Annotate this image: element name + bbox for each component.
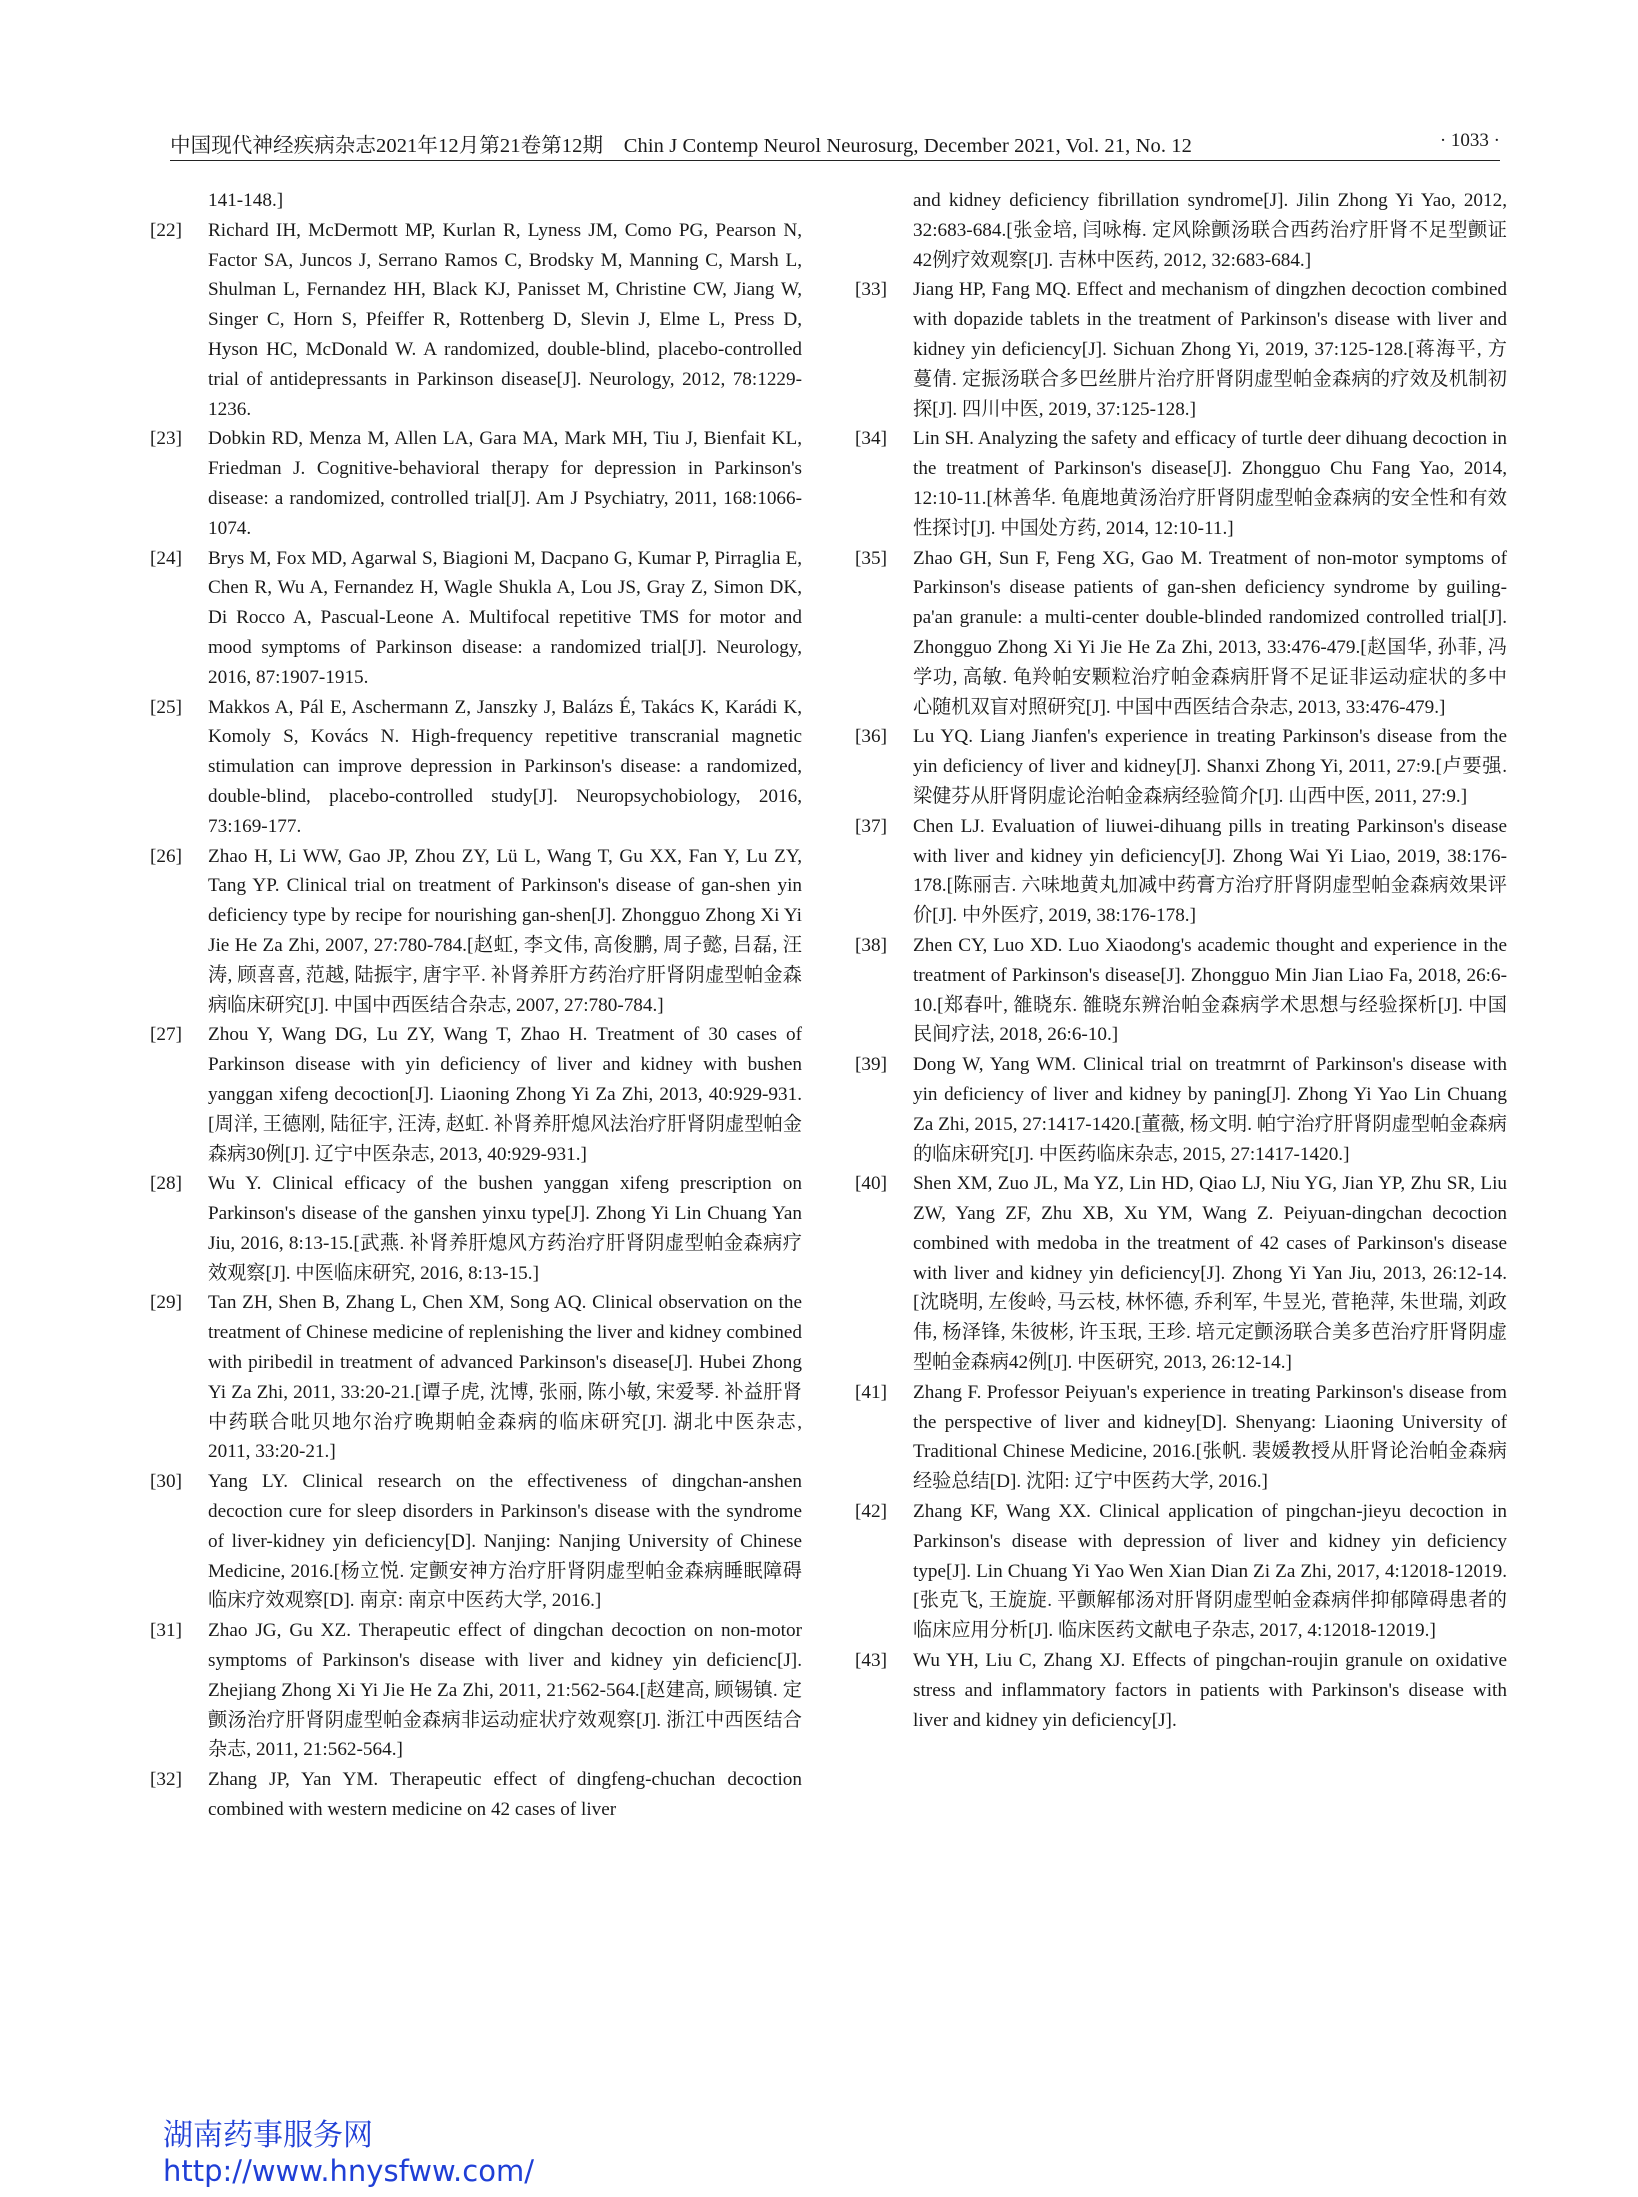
right-column [855,186,1507,1735]
reference-text: 141-148.] [208,190,284,211]
journal-citation-line: 中国现代神经疾病杂志2021年12月第21卷第12期 Chin J Contemp Neurol Neurosurg, December 2021, Vol. 21, No. 12 [170,135,1192,157]
reference-number: [32] [150,1769,182,1791]
reference-text: Richard IH, McDermott MP, Kurlan R, Lyness JM, Como PG, Pearson N, Factor SA, Juncos J, Serrano Ramos C, Brodsky M, Manning C, Marsh L, Shulman L, Fernandez HH, Black KJ, Panisset M, Christine CW, Jiang W, Singer C, Horn S, Pfeiffer R, Rottenberg D, Slevin J, Elme L, Press D, Hyson HC, McDonald W. A randomized, double-blind, placebo-controlled trial of antidepressants in Parkinson disease[J]. Neurology, 2012, 78:1229-1236. [208,219,802,420]
reference-entry [855,544,1507,723]
reference-entry [150,1467,802,1616]
reference-text: Zhang F. Professor Peiyuan's experience in treating Parkinson's disease from the perspective of liver and kidney[D]. Shenyang: Liaoning University of Traditional Chinese Medicine, 2016.[张帆. 裴媛教授从肝肾论治帕金森病经验总结[D]. 沈阳: 辽宁中医药大学, 2016.] [913,1381,1507,1493]
reference-entry [150,1765,802,1825]
reference-text: Makkos A, Pál E, Aschermann Z, Janszky J, Balázs É, Takács K, Karádi K, Komoly S, Kovács N. High-frequency repetitive transcranial magnetic stimulation can improve depression in Parkinson's disease: a randomized, double-blind, placebo-controlled study[J]. Neuropsychobiology, 2016, 73:169-177. [208,696,802,837]
reference-text: Zhao H, Li WW, Gao JP, Zhou ZY, Lü L, Wang T, Gu XX, Fan Y, Lu ZY, Tang YP. Clinical trial on treatment of Parkinson's disease of gan-shen yin deficiency type by recipe for nourishing gan-shen[J]. Zhongguo Zhong Xi Yi Jie He Za Zhi, 2007, 27:780-784.[赵虹, 李文伟, 高俊鹏, 周子懿, 吕磊, 汪涛, 顾喜喜, 范越, 陆振宇, 唐宇平. 补肾养肝方药治疗肝肾阴虚型帕金森病临床研究[J]. 中国中西医结合杂志, 2007, 27:780-784.] [208,845,802,1016]
reference-entry [855,931,1507,1050]
reference-number: [39] [855,1054,887,1076]
reference-number: [30] [150,1471,182,1493]
reference-text: Lu YQ. Liang Jianfen's experience in treating Parkinson's disease from the yin deficiency of liver and kidney[J]. Shanxi Zhong Yi, 2011, 27:9.[卢要强. 梁健芬从肝肾阴虚论治帕金森病经验简介[J]. 山西中医, 2011, 27:9.] [913,726,1507,807]
reference-number: [27] [150,1024,182,1046]
reference-entry [150,1616,802,1765]
reference-entry [855,722,1507,811]
reference-entry [855,275,1507,424]
reference-entry [150,693,802,842]
reference-number: [31] [150,1620,182,1642]
reference-number: [34] [855,428,887,450]
reference-text: Wu YH, Liu C, Zhang XJ. Effects of pingchan-roujin granule on oxidative stress and inflammatory factors in patients with Parkinson's disease with liver and kidney yin deficiency[J]. [913,1650,1507,1731]
reference-text: Jiang HP, Fang MQ. Effect and mechanism of dingzhen decoction combined with dopazide tablets in the treatment of Parkinson's disease with liver and kidney yin deficiency[J]. Sichuan Zhong Yi, 2019, 37:125-128.[蒋海平, 方蔓倩. 定振汤联合多巴丝肼片治疗肝肾阴虚型帕金森病的疗效及机制初探[J]. 四川中医, 2019, 37:125-128.] [913,279,1507,420]
reference-text: Shen XM, Zuo JL, Ma YZ, Lin HD, Qiao LJ, Niu YG, Jian YP, Zhu SR, Liu ZW, Yang ZF, Zhu XB, Xu YM, Wang Z. Peiyuan-dingchan decoction combined with medoba in the treatment of 42 cases of Parkinson's disease with liver and kidney yin deficiency[J]. Zhong Yi Yan Jiu, 2013, 26:12-14.[沈晓明, 左俊岭, 马云枝, 林怀德, 乔利军, 牛昱光, 菅艳萍, 朱世瑞, 刘政伟, 杨泽锋, 朱彼彬, 许玉珉, 王珍. 培元定颤汤联合美多芭治疗肝肾阴虚型帕金森病42例[J]. 中医研究, 2013, 26:12-14.] [913,1173,1507,1374]
reference-text: Chen LJ. Evaluation of liuwei-dihuang pills in treating Parkinson's disease with liver and kidney yin deficiency[J]. Zhong Wai Yi Liao, 2019, 38:176-178.[陈丽吉. 六味地黄丸加减中药膏方治疗肝肾阴虚型帕金森病效果评价[J]. 中外医疗, 2019, 38:176-178.] [913,815,1507,927]
reference-text: Tan ZH, Shen B, Zhang L, Chen XM, Song AQ. Clinical observation on the treatment of Chinese medicine of replenishing the liver and kidney combined with piribedil in treatment of advanced Parkinson's disease[J]. Hubei Zhong Yi Za Zhi, 2011, 33:20-21.[谭子虎, 沈博, 张丽, 陈小敏, 宋爱琴. 补益肝肾中药联合吡贝地尔治疗晚期帕金森病的临床研究[J]. 湖北中医杂志, 2011, 33:20-21.] [208,1292,802,1463]
reference-number: [40] [855,1173,887,1195]
reference-entry [855,1646,1507,1735]
left-column [150,186,802,1825]
reference-entry [150,424,802,543]
reference-text: Dobkin RD, Menza M, Allen LA, Gara MA, Mark MH, Tiu J, Bienfait KL, Friedman J. Cognitive-behavioral therapy for depression in Parkinson's disease: a randomized, controlled trial[J]. Am J Psychiatry, 2011, 168:1066-1074. [208,428,802,539]
reference-entry [150,1288,802,1467]
watermark[interactable] [163,2118,534,2188]
reference-text: Zhao JG, Gu XZ. Therapeutic effect of dingchan decoction on non-motor symptoms of Parkinson's disease with liver and kidney yin deficienc[J]. Zhejiang Zhong Xi Yi Jie He Za Zhi, 2011, 21:562-564.[赵建高, 顾锡镇. 定颤汤治疗肝肾阴虚型帕金森病非运动症状疗效观察[J]. 浙江中西医结合杂志, 2011, 21:562-564.] [208,1620,802,1761]
running-header [170,126,1500,161]
reference-text: Yang LY. Clinical research on the effectiveness of dingchan-anshen decoction cure for sleep disorders in Parkinson's disease with the syndrome of liver-kidney yin deficiency[D]. Nanjing: Nanjing University of Chinese Medicine, 2016.[杨立悦. 定颤安神方治疗肝肾阴虚型帕金森病睡眠障碍临床疗效观察[D]. 南京: 南京中医药大学, 2016.] [208,1471,802,1612]
reference-number: [24] [150,547,182,569]
reference-number: [36] [855,726,887,748]
reference-number: [38] [855,934,887,956]
reference-text: Brys M, Fox MD, Agarwal S, Biagioni M, Dacpano G, Kumar P, Pirraglia E, Chen R, Wu A, Fernandez H, Wagle Shukla A, Lou JS, Gray Z, Simon DK, Di Rocco A, Pascual-Leone A. Multifocal repetitive TMS for motor and mood symptoms of Parkinson disease: a randomized trial[J]. Neurology, 2016, 87:1907-1915. [208,547,802,688]
reference-entry [150,216,802,425]
page-number: · 1033 · [1439,130,1500,151]
reference-text: and kidney deficiency fibrillation syndrome[J]. Jilin Zhong Yi Yao, 2012, 32:683-684.[张金培, 闫咏梅. 定风除颤汤联合西药治疗肝肾不足型颤证42例疗效观察[J]. 吉林中医药, 2012, 32:683-684.] [913,190,1507,271]
reference-entry [855,1050,1507,1169]
reference-number: [23] [150,428,182,450]
reference-entry [855,186,1507,275]
reference-text: Zhang KF, Wang XX. Clinical application of pingchan-jieyu decoction in Parkinson's disease with depression of liver and kidney yin deficiency type[J]. Lin Chuang Yi Yao Wen Xian Dian Zi Za Zhi, 2017, 4:12018-12019.[张克飞, 王旋旋. 平颤解郁汤对肝肾阴虚型帕金森病伴抑郁障碍患者的临床应用分析[J]. 临床医药文献电子杂志, 2017, 4:12018-12019.] [913,1501,1507,1642]
reference-number: [26] [150,845,182,867]
reference-entry [150,1020,802,1169]
watermark-url-link[interactable]: http://www.hnysfww.com/ [163,2154,534,2188]
reference-text: Wu Y. Clinical efficacy of the bushen yanggan xifeng prescription on Parkinson's disease of the ganshen yinxu type[J]. Zhong Yi Lin Chuang Yan Jiu, 2016, 8:13-15.[武燕. 补肾养肝熄风方药治疗肝肾阴虚型帕金森病疗效观察[J]. 中医临床研究, 2016, 8:13-15.] [208,1173,802,1284]
reference-entry [855,1378,1507,1497]
reference-text: Zhao GH, Sun F, Feng XG, Gao M. Treatment of non-motor symptoms of Parkinson's disease patients of gan-shen deficiency syndrome by guiling-pa'an granule: a multi-center double-blinded randomized controlled trial[J]. Zhongguo Zhong Xi Yi Jie He Za Zhi, 2013, 33:476-479.[赵国华, 孙菲, 冯学功, 高敏. 龟羚帕安颗粒治疗帕金森病肝肾不足证非运动症状的多中心随机双盲对照研究[J]. 中国中西医结合杂志, 2013, 33:476-479.] [913,547,1507,718]
reference-text: Zhen CY, Luo XD. Luo Xiaodong's academic thought and experience in the treatment of Parkinson's disease[J]. Zhongguo Min Jian Liao Fa, 2018, 26:6-10.[郑春叶, 雒晓东. 雒晓东辨治帕金森病学术思想与经验探析[J]. 中国民间疗法, 2018, 26:6-10.] [913,934,1507,1046]
reference-number: [28] [150,1173,182,1195]
reference-entry [855,1169,1507,1378]
reference-text: Zhang JP, Yan YM. Therapeutic effect of dingfeng-chuchan decoction combined with western medicine on 42 cases of liver [208,1769,802,1821]
reference-number: [22] [150,219,182,241]
reference-entry [150,842,802,1021]
reference-number: [43] [855,1650,887,1672]
reference-number: [25] [150,696,182,718]
reference-number: [35] [855,547,887,569]
reference-text: Zhou Y, Wang DG, Lu ZY, Wang T, Zhao H. Treatment of 30 cases of Parkinson disease with yin deficiency of liver and kidney with bushen yanggan xifeng decoction[J]. Liaoning Zhong Yi Za Zhi, 2013, 40:929-931.[周洋, 王德刚, 陆征宇, 汪涛, 赵虹. 补肾养肝熄风法治疗肝肾阴虚型帕金森病30例[J]. 辽宁中医杂志, 2013, 40:929-931.] [208,1024,802,1165]
reference-entry [855,1497,1507,1646]
reference-text: Dong W, Yang WM. Clinical trial on treatmrnt of Parkinson's disease with yin deficiency of liver and kidney by paning[J]. Zhong Yi Yao Lin Chuang Za Zhi, 2015, 27:1417-1420.[董薇, 杨文明. 帕宁治疗肝肾阴虚型帕金森病的临床研究[J]. 中医药临床杂志, 2015, 27:1417-1420.] [913,1054,1507,1165]
reference-entry [150,544,802,693]
reference-entry [855,812,1507,931]
reference-number: [29] [150,1292,182,1314]
watermark-name: 湖南药事服务网 [163,2118,373,2153]
reference-entry [855,424,1507,543]
reference-number: [42] [855,1501,887,1523]
reference-number: [33] [855,279,887,301]
reference-number: [37] [855,815,887,837]
reference-entry [150,186,802,216]
reference-entry [150,1169,802,1288]
reference-text: Lin SH. Analyzing the safety and efficacy of turtle deer dihuang decoction in the treatment of Parkinson's disease[J]. Zhongguo Chu Fang Yao, 2014, 12:10-11.[林善华. 龟鹿地黄汤治疗肝肾阴虚型帕金森病的安全性和有效性探讨[J]. 中国处方药, 2014, 12:10-11.] [913,428,1507,539]
reference-number: [41] [855,1381,887,1403]
